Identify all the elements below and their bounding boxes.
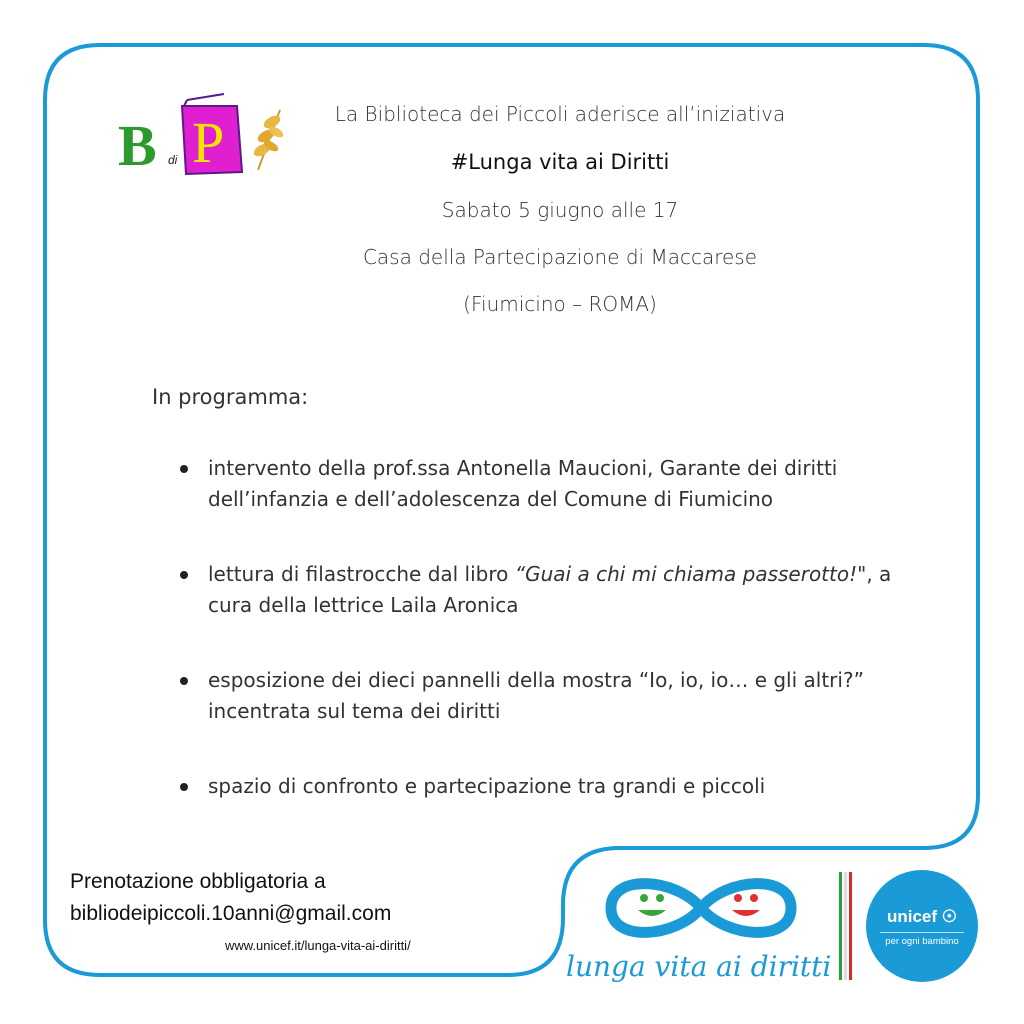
program-item-line: esposizione dei dieci pannelli della mostra “Io, io, io… e gli altri?” — [208, 668, 864, 692]
unicef-emblem-icon: ☉ — [941, 907, 958, 926]
booking-email[interactable]: bibliodeipiccoli.10anni@gmail.com — [70, 902, 392, 925]
website-link[interactable]: www.unicef.it/lunga-vita-ai-diritti/ — [225, 938, 411, 953]
red-smile-icon — [732, 894, 760, 916]
program-item — [176, 559, 936, 621]
event-city: (Fiumicino – ROMA) — [463, 292, 657, 316]
unicef-logo — [866, 870, 978, 982]
program-item-text: , a — [866, 562, 892, 586]
campaign-hashtag: #Lunga vita ai Diritti — [450, 150, 670, 174]
event-venue: Casa della Partecipazione di Maccarese — [362, 245, 758, 269]
infinity-smiles-logo — [596, 868, 806, 948]
bullet-icon — [180, 465, 188, 473]
italian-flag-stripes — [838, 872, 854, 980]
program-item-line: incentrata sul tema dei diritti — [208, 699, 501, 723]
bullet-icon — [180, 783, 188, 791]
program-item — [176, 453, 936, 515]
program-item-line: cura della lettrice Laila Aronica — [208, 593, 519, 617]
bullet-icon — [180, 677, 188, 685]
green-smile-icon — [638, 894, 666, 916]
logo-letter-p: P — [192, 110, 225, 175]
campaign-caption: lunga vita ai diritti — [566, 950, 832, 983]
unicef-tagline: per ogni bambino — [885, 936, 959, 947]
event-date: Sabato 5 giugno alle 17 — [441, 198, 679, 222]
program-label: In programma: — [152, 385, 309, 409]
program-item — [176, 665, 936, 727]
program-item-line: intervento della prof.ssa Antonella Maucioni, Garante dei diritti — [208, 456, 838, 480]
bullet-icon — [180, 571, 188, 579]
program-list — [176, 453, 936, 846]
logo-letter-di: di — [168, 153, 178, 167]
intro-line: La Biblioteca dei Piccoli aderisce all’iniziativa — [334, 102, 786, 126]
program-item-line: dell’infanzia e dell’adolescenza del Comune di Fiumicino — [208, 487, 774, 511]
unicef-divider — [880, 932, 964, 933]
book-title: “Guai a chi mi chiama passerotto!" — [514, 562, 867, 586]
booking-note: Prenotazione obbligatoria a — [70, 870, 326, 893]
logo-letter-b: B — [118, 113, 157, 178]
program-item-text: lettura di filastrocche dal libro — [208, 562, 515, 586]
unicef-wordmark: unicef ☉ — [886, 907, 958, 926]
program-item — [176, 771, 936, 802]
program-item-line: spazio di confronto e partecipazione tra grandi e piccoli — [208, 774, 766, 798]
